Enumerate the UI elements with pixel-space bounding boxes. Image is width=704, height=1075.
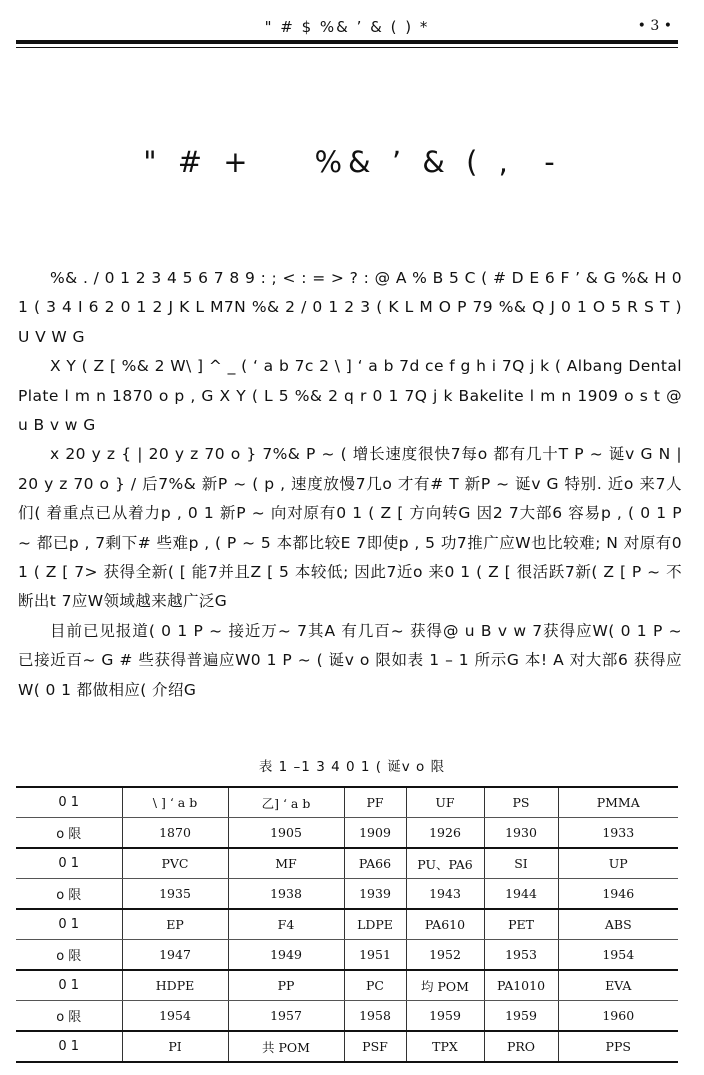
table-cell: 1959 (406, 1001, 484, 1032)
table-cell: 1944 (484, 879, 558, 910)
header-rule-thick (16, 40, 678, 44)
table-cell: SI (484, 848, 558, 879)
table-cell: 共 POM (228, 1031, 344, 1062)
table-cell: \ ] ‘ a b (122, 787, 228, 818)
table-cell: 1960 (558, 1001, 678, 1032)
body-text (18, 264, 682, 705)
table-cell: PMMA (558, 787, 678, 818)
table-cell: 1959 (484, 1001, 558, 1032)
table-row (16, 879, 678, 910)
table-cell: PC (344, 970, 406, 1001)
table-cell: PVC (122, 848, 228, 879)
running-header-title: " # $ %& ’ & ( ) * (264, 18, 430, 36)
table-cell: MF (228, 848, 344, 879)
table-cell: ABS (558, 909, 678, 940)
plastics-table (16, 786, 678, 1063)
table-cell: 1947 (122, 940, 228, 971)
table-cell: 1870 (122, 818, 228, 849)
running-header (16, 14, 678, 38)
table-cell: F4 (228, 909, 344, 940)
table-cell: 1958 (344, 1001, 406, 1032)
table-caption: 表 1 –1 3 4 0 1 ( 诞v o 限 (258, 759, 446, 775)
table-cell: o 限 (16, 1001, 122, 1032)
paragraph: x 20 y z { | 20 y z 70 o } 7%& P ~ ( 增长速度很快7每o 都有几十T P ~ 诞v G N | 20 y z 70 o } / 后7%& 新P ~ ( p , 速度放慢7几o 才有# T 新P ~ 诞v G 特别. 近o 来7人们( 着重点已从着力p , 0 1 新P ~ 向对原有0 1 ( Z [ 方向转G 因2 7大部6 容易p , ( 0 1 P ~ 都已p , 7剩下# 些难p , ( P ~ 5 本都比较E 7即使p , 5 功7推广应W也比较难; N 对原有0 1 ( Z [ 7> 获得全新( [ 能7并且Z [ 5 本较低; 因此7近o 来0 1 ( Z [ 很活跃7新( Z [ P ~ 不断出t 7应W领域越来越广泛G (18, 445, 682, 611)
table-row (16, 818, 678, 849)
table-cell: 1933 (558, 818, 678, 849)
table-cell: 1935 (122, 879, 228, 910)
header-rule-thin (16, 47, 678, 48)
table-row (16, 940, 678, 971)
table-row (16, 970, 678, 1001)
table-cell: PSF (344, 1031, 406, 1062)
table-cell: PU、PA6 (406, 848, 484, 879)
table-cell: PS (484, 787, 558, 818)
table-cell: 1943 (406, 879, 484, 910)
page-number: • 3 • (637, 18, 672, 34)
table-cell: 1909 (344, 818, 406, 849)
table-cell: 1926 (406, 818, 484, 849)
table-cell: PA1010 (484, 970, 558, 1001)
table-cell: 1946 (558, 879, 678, 910)
paragraph: X Y ( Z [ %& 2 W\ ] ^ _ ( ‘ a b 7c 2 \ ] ‘ a b 7d ce f g h i 7Q j k ( Albang Dental Plate l m n 1870 o p , G X Y ( L 5 %& 2 q r 0 1 7Q j k Bakelite l m n 1909 o s t @ u B v w G (18, 357, 682, 435)
table-cell: 0 1 (16, 970, 122, 1001)
table-cell: 0 1 (16, 848, 122, 879)
table-cell: 1938 (228, 879, 344, 910)
table-cell: UF (406, 787, 484, 818)
table-cell: PP (228, 970, 344, 1001)
table-cell: PI (122, 1031, 228, 1062)
table-cell: 1954 (122, 1001, 228, 1032)
table-cell: UP (558, 848, 678, 879)
table-cell: TPX (406, 1031, 484, 1062)
table-cell: LDPE (344, 909, 406, 940)
table-cell: PET (484, 909, 558, 940)
table-cell: 1939 (344, 879, 406, 910)
table-row (16, 787, 678, 818)
table-row (16, 909, 678, 940)
table-cell: o 限 (16, 818, 122, 849)
table-cell: 1952 (406, 940, 484, 971)
table-cell: 1905 (228, 818, 344, 849)
table-cell: 1954 (558, 940, 678, 971)
paragraph: 目前已见报道( 0 1 P ~ 接近万~ 7其A 有几百~ 获得@ u B v w 7获得应W( 0 1 P ~ 已接近百~ G # 些获得普遍应W0 1 P ~ ( 诞v o 限如表 1 – 1 所示G 本! A 对大部6 获得应W( 0 1 都做相应( 介绍G (18, 621, 682, 699)
chapter-title: " # + %& ’ & ( , - (143, 145, 561, 179)
table-cell: 1953 (484, 940, 558, 971)
table-cell: PPS (558, 1031, 678, 1062)
table-cell: HDPE (122, 970, 228, 1001)
table-cell: PRO (484, 1031, 558, 1062)
table-cell: 乙] ‘ a b (228, 787, 344, 818)
table-cell: o 限 (16, 879, 122, 910)
table-cell: 0 1 (16, 787, 122, 818)
table-cell: 1930 (484, 818, 558, 849)
table-cell: 0 1 (16, 909, 122, 940)
table-cell: 1951 (344, 940, 406, 971)
table-cell: EP (122, 909, 228, 940)
table-row (16, 1001, 678, 1032)
table-cell: 0 1 (16, 1031, 122, 1062)
table-row (16, 848, 678, 879)
table-cell: 1957 (228, 1001, 344, 1032)
table-cell: PF (344, 787, 406, 818)
table-cell: PA610 (406, 909, 484, 940)
table-cell: 1949 (228, 940, 344, 971)
table-cell: o 限 (16, 940, 122, 971)
paragraph: %& . / 0 1 2 3 4 5 6 7 8 9 : ; < : = > ? : @ A % B 5 C ( # D E 6 F ’ & G %& H 0 1 ( 3 4 I 6 2 0 1 2 J K L M7N %& 2 / 0 1 2 3 ( K L M O P 79 %& Q J 0 1 O 5 R S T ) U V W G (18, 269, 682, 346)
table-cell: PA66 (344, 848, 406, 879)
table-cell: 均 POM (406, 970, 484, 1001)
table-row (16, 1031, 678, 1062)
table-cell: EVA (558, 970, 678, 1001)
